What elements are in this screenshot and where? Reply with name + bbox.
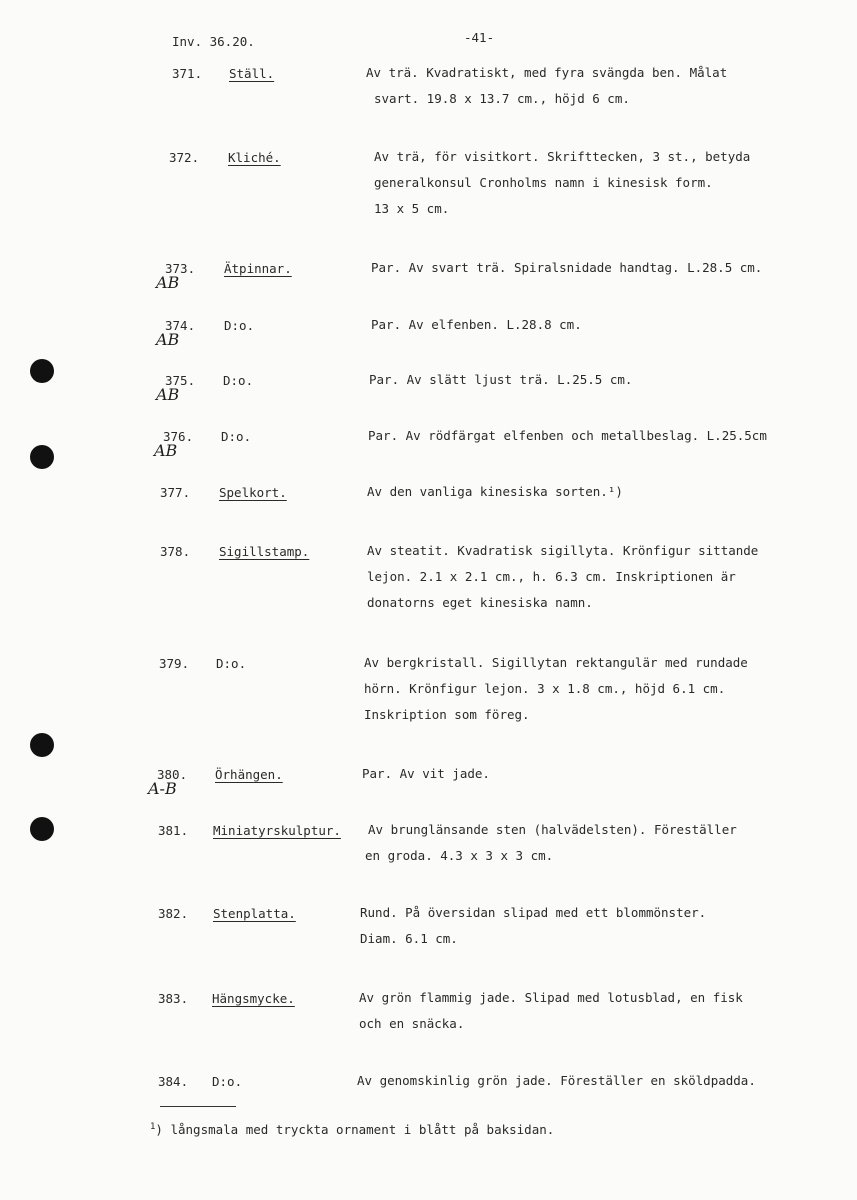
- entry-description-line: Av trä. Kvadratiskt, med fyra svängda ben. Målat: [366, 65, 728, 80]
- entry-description-line: Av genomskinlig grön jade. Föreställer en sköldpadda.: [357, 1073, 756, 1088]
- entry-name: Kliché.: [228, 150, 281, 165]
- entry-name: D:o.: [223, 373, 254, 388]
- punch-hole: [30, 445, 54, 469]
- entry-number: 380.: [157, 767, 188, 782]
- entry-description-line: generalkonsul Cronholms namn i kinesisk form.: [374, 175, 713, 190]
- entry-description-line: Av steatit. Kvadratisk sigillyta. Krönfigur sittande: [367, 543, 759, 558]
- entry-description-line: och en snäcka.: [359, 1016, 465, 1031]
- entry-description-line: svart. 19.8 x 13.7 cm., höjd 6 cm.: [374, 91, 630, 106]
- entry-number: 379.: [159, 656, 190, 671]
- entry-description-line: Diam. 6.1 cm.: [360, 931, 458, 946]
- entry-name: D:o.: [221, 429, 252, 444]
- entry-number: 375.: [165, 373, 196, 388]
- punch-hole: [30, 733, 54, 757]
- entry-description-line: hörn. Krönfigur lejon. 3 x 1.8 cm., höjd 6.1 cm.: [364, 681, 726, 696]
- entry-description-line: Par. Av elfenben. L.28.8 cm.: [371, 317, 582, 332]
- entry-description-line: Par. Av rödfärgat elfenben och metallbeslag. L.25.5cm: [368, 428, 767, 443]
- entry-description-line: en groda. 4.3 x 3 x 3 cm.: [365, 848, 554, 863]
- footnote-marker: 1: [150, 1122, 156, 1132]
- footnote: [150, 1122, 554, 1137]
- punch-hole: [30, 359, 54, 383]
- handwritten-mark: AB: [156, 330, 180, 349]
- handwritten-mark: AB: [154, 441, 178, 460]
- inventory-number: Inv. 36.20.: [172, 34, 255, 49]
- entry-number: 381.: [158, 823, 189, 838]
- page-number: -41-: [464, 30, 495, 45]
- entry-name: Hängsmycke.: [212, 991, 295, 1006]
- entry-description-line: Av grön flammig jade. Slipad med lotusblad, en fisk: [359, 990, 743, 1005]
- entry-description-line: Inskription som föreg.: [364, 707, 530, 722]
- handwritten-mark: AB: [156, 273, 180, 292]
- entry-description-line: Par. Av slätt ljust trä. L.25.5 cm.: [369, 372, 633, 387]
- entry-number: 376.: [163, 429, 194, 444]
- entry-name: D:o.: [212, 1074, 243, 1089]
- entry-number: 374.: [165, 318, 196, 333]
- entry-number: 377.: [160, 485, 191, 500]
- entry-name: Ätpinnar.: [224, 261, 292, 276]
- entry-description-line: Rund. På översidan slipad med ett blommönster.: [360, 905, 707, 920]
- entry-description-line: Av trä, för visitkort. Skrifttecken, 3 st., betyda: [374, 149, 751, 164]
- handwritten-mark: AB: [156, 385, 180, 404]
- entry-description-line: Par. Av svart trä. Spiralsnidade handtag. L.28.5 cm.: [371, 260, 763, 275]
- entry-number: 372.: [169, 150, 200, 165]
- entry-name: Stenplatta.: [213, 906, 296, 921]
- footnote-rule: [160, 1106, 236, 1107]
- entry-name: D:o.: [224, 318, 255, 333]
- entry-number: 373.: [165, 261, 196, 276]
- punch-hole: [30, 817, 54, 841]
- entry-description-line: Av brunglänsande sten (halvädelsten). Föreställer: [368, 822, 737, 837]
- entry-number: 383.: [158, 991, 189, 1006]
- entry-name: Spelkort.: [219, 485, 287, 500]
- footnote-text: ) långsmala med tryckta ornament i blått på baksidan.: [155, 1122, 555, 1138]
- entry-name: D:o.: [216, 656, 247, 671]
- entry-description-line: Par. Av vit jade.: [362, 766, 490, 781]
- entry-description-line: Av den vanliga kinesiska sorten.¹): [367, 484, 623, 499]
- entry-description-line: lejon. 2.1 x 2.1 cm., h. 6.3 cm. Inskriptionen är: [367, 569, 736, 584]
- handwritten-mark: A-B: [148, 779, 177, 798]
- entry-description-line: donatorns eget kinesiska namn.: [367, 595, 593, 610]
- entry-name: Örhängen.: [215, 767, 283, 782]
- entry-description-line: Av bergkristall. Sigillytan rektangulär med rundade: [364, 655, 748, 670]
- entry-name: Ställ.: [229, 66, 275, 81]
- entry-number: 384.: [158, 1074, 189, 1089]
- entry-name: Sigillstamp.: [219, 544, 310, 559]
- entry-number: 378.: [160, 544, 191, 559]
- entry-description-line: 13 x 5 cm.: [374, 201, 450, 216]
- entry-number: 371.: [172, 66, 203, 81]
- entry-number: 382.: [158, 906, 189, 921]
- entry-name: Miniatyrskulptur.: [213, 823, 341, 838]
